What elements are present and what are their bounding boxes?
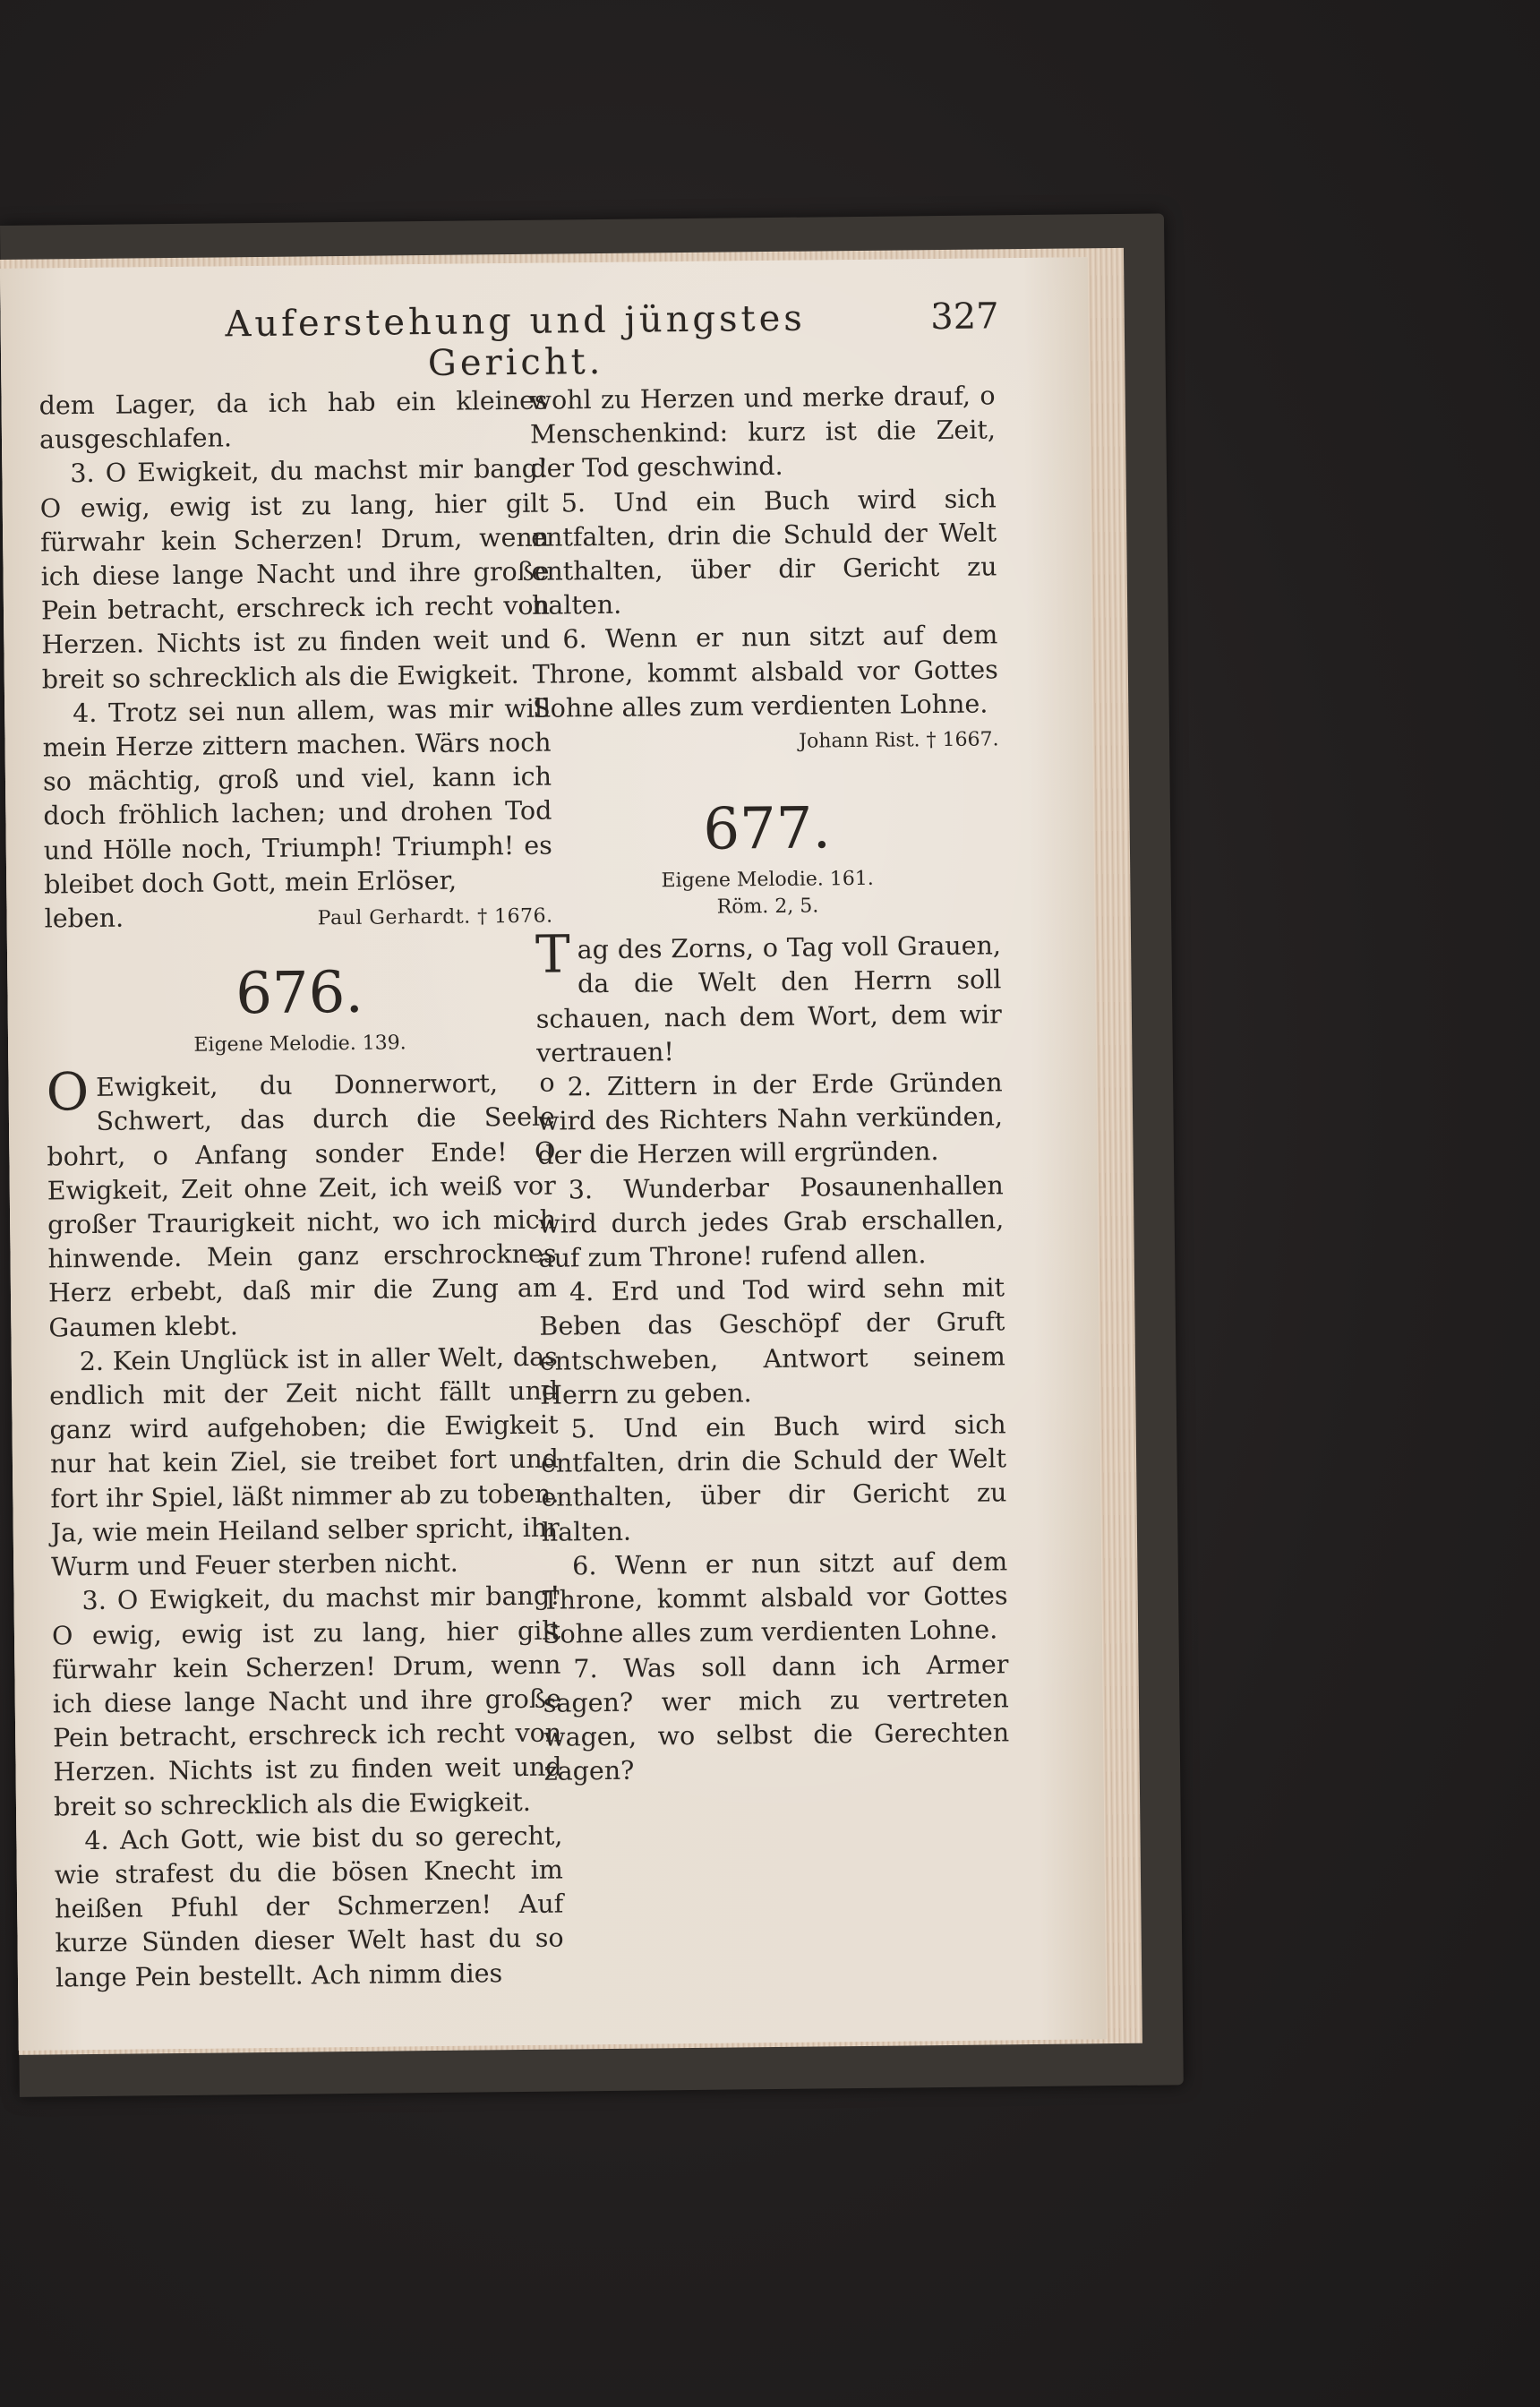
hymn-number-676: 676. — [235, 960, 364, 1028]
hymn-676-verse-2: 2. Kein Unglück ist in aller Welt, das endlich mit der Zeit nicht fällt und ganz wird aufgehoben; die Ewigkeit nur hat kein Ziel, sie treibet fort und fort ihr Spiel, läßt nimmer ab zu toben. Ja, wie mein Heiland selber spricht, ihr Wurm und Feuer sterben nicht. — [49, 1341, 560, 1582]
author-rist: Johann Rist. † 1667. — [799, 728, 999, 753]
hymn-676-verse-1: OEwigkeit, du Donnerwort, o Schwert, das durch die Seele bohrt, o Anfang sonder Ende! O Ewigkeit, Zeit ohne Zeit, ich weiß vor großer Traurigkeit nicht, wo ich mich hinwende. Mein ganz erschrocknes Herz erbebt, daß mir die Zung am Gaumen klebt. — [46, 1061, 558, 1343]
page-number: 327 — [930, 296, 999, 338]
book-page — [0, 257, 1107, 2051]
left-column — [38, 384, 564, 1996]
hymn-677-verse-2: 2. Zittern in der Erde Gründen wird des Richters Nahn verkünden, der die Herzen will ergründen. — [536, 1067, 1004, 1171]
hymn-676-verse-3: 3. O Ewigkeit, du machst mir bang! O ewig, ewig ist zu lang, hier gilt fürwahr kein Scherzen! Drum, wenn ich diese lange Nacht und ihre große Pein betracht, erschreck ich recht von Herzen. Nichts ist zu finden weit und breit so schrecklich als die Ewigkeit. — [51, 1580, 562, 1821]
melody-note-676: Eigene Melodie. 139. — [193, 1032, 406, 1058]
hymn-677-verse-7: 7. Was soll dann ich Armer sagen? wer mich zu vertreten wagen, wo selbst die Gerechten zagen? — [543, 1649, 1010, 1786]
verse-5: 5. Und ein Buch wird sich entfalten, drin die Schuld der Welt enthalten, über dir Gericht zu halten. — [531, 483, 997, 621]
hymn-677-verse-6: 6. Wenn er nun sitzt auf dem Throne, kommt alsbald vor Gottes Sohne alles zum verdienten Lohne. — [542, 1546, 1008, 1650]
hymn-677-verse-1: Tag des Zorns, o Tag voll Grauen, da die Welt den Herrn soll schauen, nach dem Wort, dem wir vertrauen! — [535, 923, 1002, 1068]
verse-6: 6. Wenn er nun sitzt auf dem Throne, kommt alsbald vor Gottes Sohne alles zum verdienten Lohne. — [532, 620, 998, 724]
page-header-title: Auferstehung und jüngstes Gericht. — [225, 297, 807, 385]
running-head — [0, 295, 1089, 385]
verse-4: 4. Trotz sei nun allem, was mir will mein Herze zittern machen. Wärs noch so mächtig, groß und viel, kann ich doch fröhlich lachen; und drohen Tod und Hölle noch, Triumph! Triumph! es bleibet doch Gott, mein Erlöser, — [42, 693, 552, 900]
hymn-677-verse-4: 4. Erd und Tod wird sehn mit Beben das Geschöpf der Gruft entschweben, Antwort seinem Herrn zu geben. — [539, 1272, 1005, 1410]
verse-3: 3. O Ewigkeit, du machst mir bang! O ewig, ewig ist zu lang, hier gilt fürwahr kein Scherzen! Drum, wenn ich diese lange Nacht und ihre große Pein betracht, erschreck ich recht von Herzen. Nichts ist zu finden weit und breit so schrecklich als die Ewigkeit. — [39, 454, 551, 695]
right-column — [529, 379, 1009, 1789]
continued-verse-text: dem Lager, da ich hab ein kleines ausgeschlafen. — [38, 385, 548, 455]
hymn-number-677: 677. — [702, 795, 832, 864]
hymn-676-verse-4: 4. Ach Gott, wie bist du so gerecht, wie strafest du die bösen Knecht im heißen Pfuhl der Schmerzen! Auf kurze Sünden dieser Welt hast du so lange Pein bestellt. Ach nimm dies — [54, 1820, 564, 1992]
hymn-677-verse-5: 5. Und ein Buch wird sich entfalten, drin die Schuld der Welt enthalten, über dir Gericht zu halten. — [540, 1409, 1007, 1547]
scripture-reference: Röm. 2, 5. — [716, 895, 819, 919]
verse-4-last-word: leben. — [44, 903, 124, 934]
author-gerhardt: Paul Gerhardt. † 1676. — [317, 904, 553, 930]
continued-verse-text-right: wohl zu Herzen und merke drauf, o Menschenkind: kurz ist die Zeit, der Tod geschwind. — [529, 381, 997, 484]
melody-note-677: Eigene Melodie. 161. — [661, 868, 874, 893]
hymn-677-verse-3: 3. Wunderbar Posaunenhallen wird durch jedes Grab erschallen, auf zum Throne! rufend allen. — [538, 1169, 1005, 1273]
verse-end-with-author — [44, 897, 552, 939]
